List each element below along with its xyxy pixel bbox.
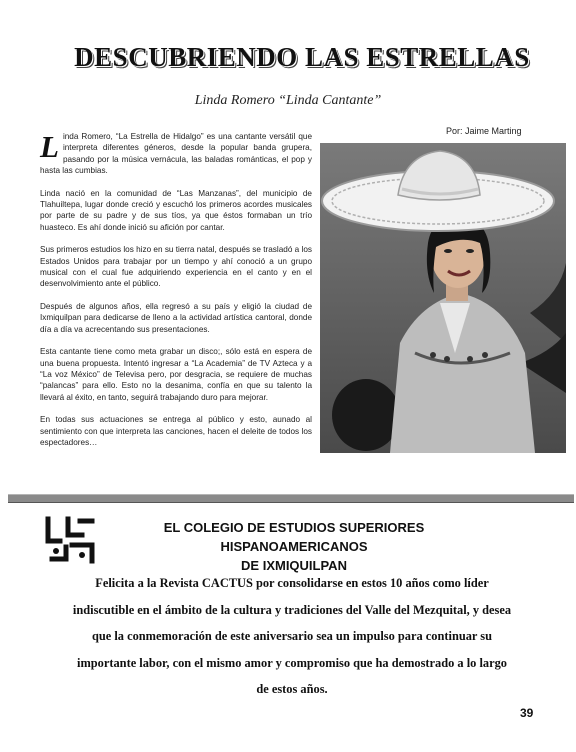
article-paragraph: En todas sus actuaciones se entrega al público y esto, aunado al sentimiento con que interpreta las canciones, hacen el deleite de todos los espectadores… — [40, 415, 312, 447]
article-body — [40, 131, 312, 459]
college-logo — [42, 515, 98, 565]
article-subtitle: Linda Romero “Linda Cantante” — [194, 93, 382, 108]
article-paragraph: Linda nació en la comunidad de “Las Manzanas”, del municipio de Tlahuiltepa, lugar donde creció y escuchó los primeros acordes musicales por parte de su padre y de sus tíos, ya que éstos formaban un trío huasteco. Es ahí donde inició su afición por cantar. — [40, 188, 312, 232]
page-title: DESCUBRIENDO LAS ESTRELLAS — [74, 42, 530, 72]
college-name: EL COLEGIO DE ESTUDIOS SUPERIORES HISPANOAMERICANOS DE IXMIQUILPAN — [163, 520, 425, 573]
section-divider — [8, 494, 574, 503]
article-paragraph: Sus primeros estudios los hizo en su tierra natal, después se trasladó a los Estados Unidos para trabajar por un tiempo y ahí conoció a un grupo musical con el cual fue adquiriendo experiencia en el canto y en el desenvolvimiento ante el público. — [40, 245, 312, 289]
article-paragraph: Linda Romero, “La Estrella de Hidalgo” es una cantante versátil que interpreta diferentes géneros, desde la popular banda grupera, pasando por la música vernácula, las baladas románticas, el pop y hasta las cumbias. — [40, 129, 312, 176]
singer-photo — [320, 143, 566, 453]
drop-cap: L — [40, 129, 59, 164]
congratulation-message: Felicita a la Revista CACTUS por consolidarse en estos 10 años como líder indiscutible en el ámbito de la cultura y tradiciones del Valle del Mezquital, y desea que la conmemoración de este aniversario sea un impulso para continuar su importante labor, con el mismo amor y compromiso que ha demostrado a lo largo de estos años. — [72, 576, 512, 696]
page-number: 39 — [520, 706, 534, 720]
article-paragraph: Esta cantante tiene como meta grabar un disco;, sólo está en espera de una buena propuesta. Intentó ingresar a “La Academia” de TV Azteca y a “La voz México” de Televisa pero, por desgracia, se requiere de muchas “palancas” para ello. Esto no la desanima, confía en que su talento la llevará al éxito, en tanto, seguirá trabajando duro para mejorar. — [40, 347, 312, 402]
article-paragraph: Después de algunos años, ella regresó a su país y eligió la ciudad de Ixmiquilpan para dedicarse de lleno a la actividad artística cantoral, donde día a día va acrecentando sus presentaciones. — [40, 301, 312, 334]
author-byline: Por: Jaime Marting — [446, 126, 522, 136]
